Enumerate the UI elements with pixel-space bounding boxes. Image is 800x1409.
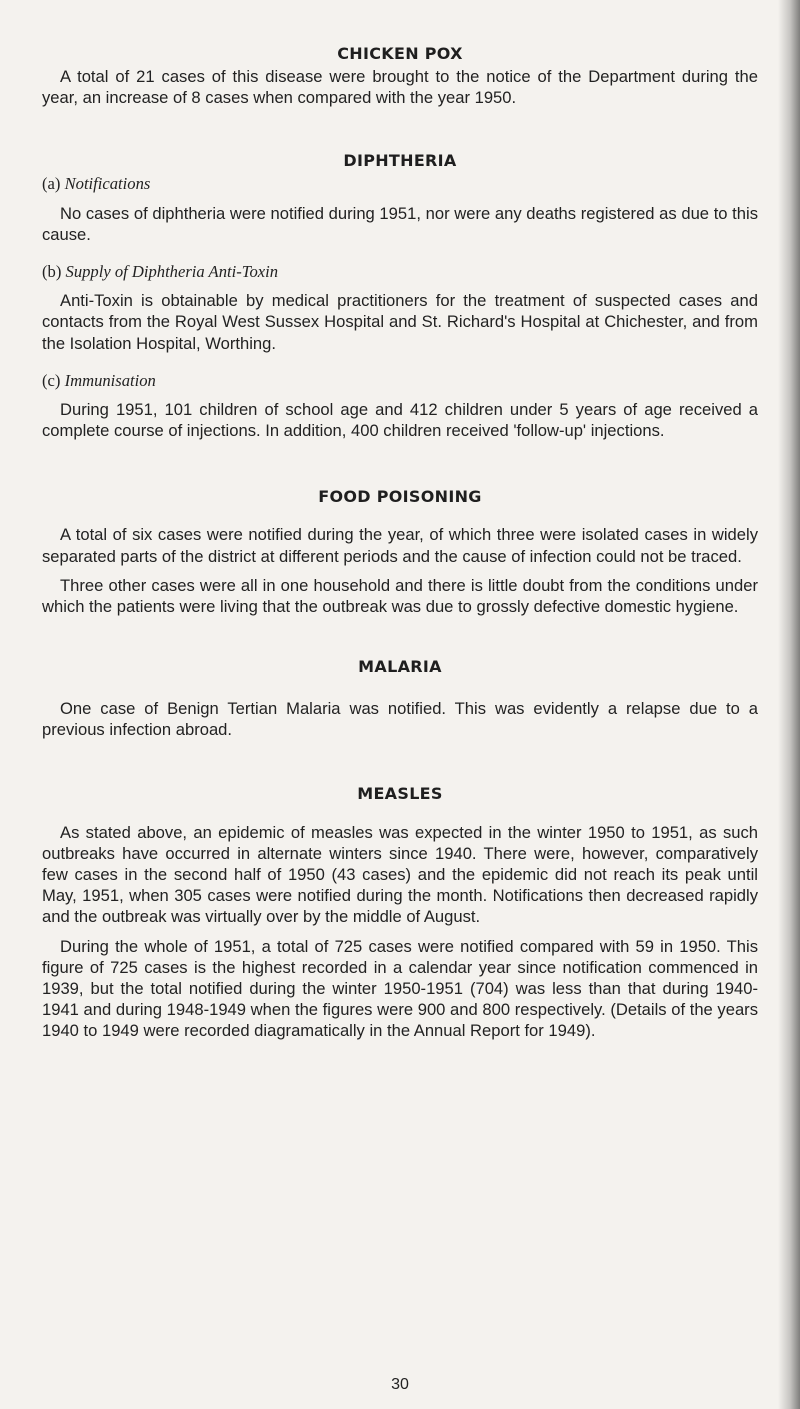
subheading-immunisation <box>42 370 758 391</box>
food-poisoning-paragraph-2: Three other cases were all in one household and there is little doubt from the conditions under which the patients were living that the outbreak was due to grossly defective domestic hygiene. <box>42 575 758 617</box>
subheading-title-notifications: Notifications <box>64 174 151 194</box>
subheading-title-immunisation: Immunisation <box>64 370 156 390</box>
heading-food-poisoning: FOOD POISONING <box>318 487 482 507</box>
heading-measles: MEASLES <box>357 783 443 803</box>
document-page <box>42 44 758 1042</box>
chicken-pox-paragraph: A total of 21 cases of this disease were brought to the notice of the Department during the year, an increase of 8 cases when compared with the year 1950. <box>42 67 758 108</box>
page-number: 30 <box>391 1376 409 1393</box>
subheading-label-c: (c) <box>42 370 61 390</box>
heading-chicken-pox: CHICKEN POX <box>337 44 463 63</box>
diphtheria-supply-paragraph: Anti-Toxin is obtainable by medical practitioners for the treatment of suspected cases and contacts from the Royal West Sussex Hospital and St. Richard's Hospital at Chichester, and from the Isolation Hospital, Worthing. <box>42 291 758 353</box>
diphtheria-notifications-paragraph: No cases of diphtheria were notified during 1951, nor were any deaths registered as due to this cause. <box>42 203 758 244</box>
malaria-paragraph: One case of Benign Tertian Malaria was notified. This was evidently a relapse due to a previous infection abroad. <box>42 699 758 740</box>
page-edge-shadow <box>778 0 800 1409</box>
subheading-supply <box>42 261 758 282</box>
measles-paragraph-1: As stated above, an epidemic of measles was expected in the winter 1950 to 1951, as such outbreaks have occurred in alternate winters since 1940. There were, however, comparatively few cases in the second half of 1950 (43 cases) and the epidemic did not reach its peak until May, 1951, when 305 cases were notified during the month. Notifications then decreased rapidly and the outbreak was virtually over by the middle of August. <box>42 822 758 927</box>
heading-diphtheria: DIPHTHERIA <box>343 151 457 171</box>
subheading-notifications <box>42 173 758 194</box>
subheading-label-a: (a) <box>42 174 61 194</box>
food-poisoning-paragraph-1: A total of six cases were notified during the year, of which three were isolated cases in widely separated parts of the district at different periods and the cause of infection could not be traced. <box>42 525 758 566</box>
subheading-label-b: (b) <box>42 262 62 282</box>
subheading-title-supply: Supply of Diphtheria Anti-Toxin <box>65 262 279 282</box>
heading-malaria: MALARIA <box>358 657 442 677</box>
diphtheria-immunisation-paragraph: During 1951, 101 children of school age and 412 children under 5 years of age received a complete course of injections. In addition, 400 children received 'follow-up' injections. <box>42 400 758 441</box>
measles-paragraph-2: During the whole of 1951, a total of 725 cases were notified compared with 59 in 1950. This figure of 725 cases is the highest recorded in a calendar year since notification commenced in 1939, but the total notified during the winter 1950-1951 (704) was less than that during 1940-1941 and during 1948-1949 when the figures were 900 and 800 respectively. (Details of the years 1940 to 1949 were recorded diagramatically in the Annual Report for 1949). <box>42 936 758 1041</box>
